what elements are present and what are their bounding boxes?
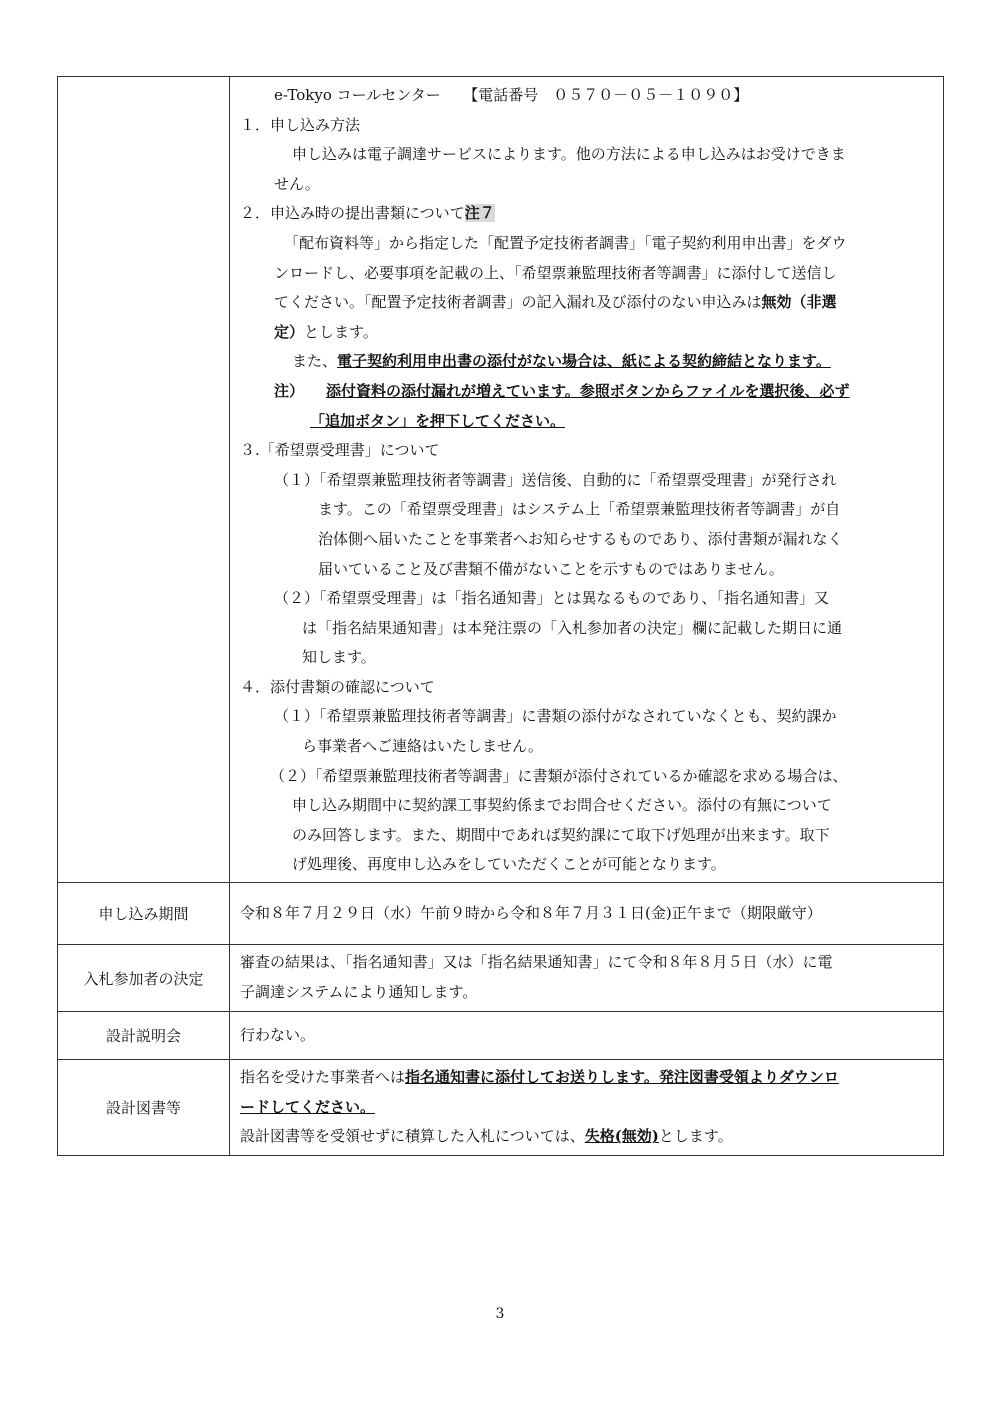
item4-2-line: のみ回答します。また、期間中であれば契約課にて取下げ処理が出来ます。取下 [292, 825, 830, 844]
attachment-warning-emphasis: 添付資料の添付漏れが増えています。参照ボタンからファイルを選択後、必ず [326, 381, 850, 400]
contact-body-cell [230, 77, 944, 883]
design-briefing-value [230, 1012, 944, 1060]
bidder-decision-text: 審査の結果は、「指名通知書」又は「指名結果通知書」にて令和８年８月５日（水）に電 [240, 953, 833, 972]
item4-2-line: げ処理後、再度申し込みをしていただくことが可能となります。 [292, 855, 726, 874]
item3-2-line: は「指名結果通知書」は本発注票の「入札参加者の決定」欄に記載した期日に通 [302, 618, 843, 637]
item2-text-line [240, 288, 935, 318]
note-tag: 注７ [464, 204, 495, 223]
design-briefing-label: 設計説明会 [58, 1012, 230, 1060]
application-period-label: 申し込み期間 [58, 883, 230, 945]
design-briefing-row [58, 1012, 944, 1060]
contact-label-cell [58, 77, 230, 883]
item3-1-line: （１）「希望票兼監理技術者等調書」送信後、自動的に「希望票受理書」が発行され [274, 470, 837, 489]
item2-text: また、 [292, 352, 338, 371]
document-table [57, 76, 944, 1156]
application-period-text: 令和８年７月２９日（水）午前９時から令和８年７月３１日(金)正午まで（期限厳守） [240, 903, 822, 922]
item3-heading: ３.「希望票受理書」について [240, 441, 440, 460]
item4-1-line: ら事業者へご連絡はいたしません。 [302, 737, 543, 756]
attachment-warning-line [240, 377, 935, 407]
design-drawings-line [240, 1122, 935, 1152]
design-briefing-text: 行わない。 [240, 1025, 316, 1044]
note-label: 注） [274, 381, 305, 400]
item3-1-line: 届いていること及び書類不備がないことを示すものではありません。 [318, 559, 784, 578]
contact-row [58, 77, 944, 883]
design-drawings-row [58, 1060, 944, 1156]
application-period-row [58, 883, 944, 945]
bidder-decision-value [230, 945, 944, 1012]
item4-heading: ４．添付書類の確認について [240, 677, 435, 696]
item3-2-line: （２）「希望票受理書」は「指名通知書」とは異なるものであり、「指名通知書」又 [274, 589, 830, 608]
item2-heading-text: ２．申込み時の提出書類について [240, 204, 465, 223]
item1-text-line: 申し込みは電子調達サービスによります。他の方法による申し込みはお受けできま [292, 145, 846, 164]
item4-2-line: （２）「希望票兼監理技術者等調書」に書類が添付されているか確認を求める場合は、 [270, 766, 848, 785]
item2-paper-contract-line [240, 347, 935, 377]
design-drawings-emphasis: 指名通知書に添付してお送りします。発注図書受領よりダウンロ [405, 1068, 839, 1087]
item2-heading [240, 199, 935, 229]
design-drawings-line [240, 1093, 935, 1123]
item1-heading: １．申し込み方法 [240, 115, 361, 134]
design-drawings-label: 設計図書等 [58, 1060, 230, 1156]
bidder-decision-row [58, 945, 944, 1012]
invalid-emphasis: 定） [274, 322, 305, 341]
page-number: 3 [495, 1306, 505, 1322]
item2-text-line: ンロードし、必要事項を記載の上、「希望票兼監理技術者等調書」に添付して送信し [274, 263, 837, 282]
design-drawings-value [230, 1060, 944, 1156]
item1-text-line: せん。 [274, 174, 320, 193]
attachment-warning-line [240, 407, 935, 437]
item2-text-line [240, 318, 935, 348]
item3-2-line: 知します。 [302, 648, 376, 667]
bidder-decision-label: 入札参加者の決定 [58, 945, 230, 1012]
invalid-emphasis: 無効（非選 [761, 293, 837, 312]
item4-1-line: （１）「希望票兼監理技術者等調書」に書類の添付がなされていなくとも、契約課か [274, 707, 837, 726]
call-center-line: e-Tokyo コールセンター 【電話番号 ０５７０－０５－１０９０】 [274, 86, 749, 104]
disqualified-emphasis: 失格(無効) [584, 1127, 659, 1146]
item3-1-line: 治体側へ届いたことを事業者へお知らせするものであり、添付書類が漏れなく [318, 529, 843, 548]
item4-2-line: 申し込み期間中に契約課工事契約係までお問合せください。添付の有無について [292, 796, 832, 815]
item3-1-line: ます。この「希望票受理書」はシステム上「希望票兼監理技術者等調書」が自 [318, 500, 841, 519]
design-drawings-emphasis: ードしてください。 [240, 1097, 376, 1116]
design-drawings-text: とします。 [658, 1127, 733, 1146]
application-period-value [230, 883, 944, 945]
item2-text: とします。 [304, 322, 378, 341]
paper-contract-emphasis: 電子契約利用申出書の添付がない場合は、紙による契約締結となります。 [337, 352, 831, 371]
design-drawings-text: 指名を受けた事業者へは [240, 1068, 406, 1087]
item2-text: てください。「配置予定技術者調書」の記入漏れ及び添付のない申込みは [274, 293, 762, 312]
item2-text-line: 「配布資料等」から指定した「配置予定技術者調書」「電子契約利用申出書」をダウ [284, 233, 847, 252]
bidder-decision-text: 子調達システムにより通知します。 [240, 983, 478, 1002]
attachment-warning-emphasis: 「追加ボタン」を押下してください。 [310, 411, 566, 430]
design-drawings-text: 設計図書等を受領せずに積算した入札については、 [240, 1127, 585, 1146]
design-drawings-line [240, 1063, 935, 1093]
